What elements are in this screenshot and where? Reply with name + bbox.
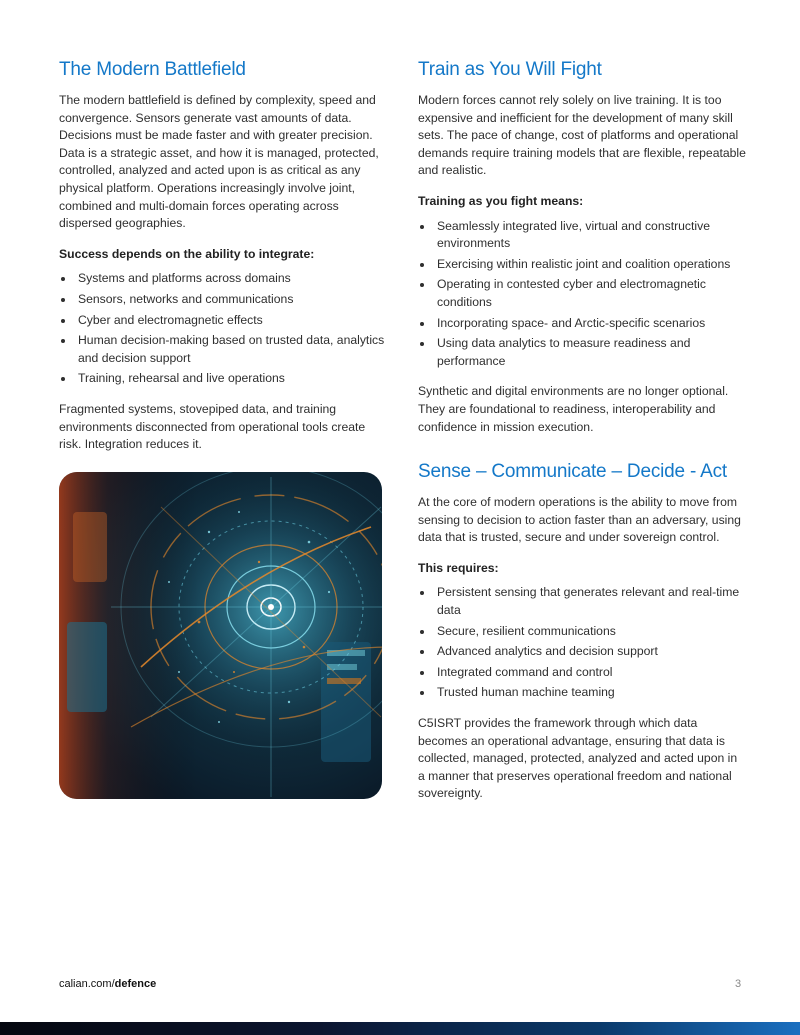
train-heading: Train as You Will Fight (418, 59, 602, 80)
footer-website-link[interactable] (59, 978, 156, 990)
list-item: Integrated command and control (418, 664, 746, 682)
list-item: Sensors, networks and communications (59, 291, 387, 309)
list-item: Persistent sensing that generates relevant and real-time data (418, 584, 746, 619)
list-item: Training, rehearsal and live operations (59, 370, 387, 388)
integrate-subhead: Success depends on the ability to integrate: (59, 246, 315, 261)
train-intro: Modern forces cannot rely solely on live training. It is too expensive and inefficient for the development of many skill sets. The pace of change, cost of platforms and operational demands require training models that are flexible, repeatable and realistic. (418, 93, 746, 178)
integrate-list (59, 270, 387, 388)
list-item: Cyber and electromagnetic effects (59, 312, 387, 330)
modern-battlefield-closing: Fragmented systems, stovepiped data, and training environments disconnected from operational tools create risk. Integration reduces it. (59, 401, 366, 452)
footer-url-prefix: calian.com/ (59, 978, 115, 990)
list-item: Systems and platforms across domains (59, 270, 387, 288)
list-item: Human decision-making based on trusted data, analytics and decision support (59, 332, 387, 367)
right-column (418, 58, 746, 803)
list-item: Seamlessly integrated live, virtual and constructive environments (418, 218, 746, 253)
sense-heading: Sense – Communicate – Decide - Act (418, 461, 727, 483)
list-item: Incorporating space- and Arctic-specific scenarios (418, 315, 746, 333)
footer-url-bold: defence (114, 978, 157, 990)
list-item: Advanced analytics and decision support (418, 643, 746, 661)
radar-display-image (59, 472, 382, 799)
list-item: Using data analytics to measure readiness and performance (418, 335, 746, 370)
radar-illustration (59, 472, 382, 799)
sense-closing: C5ISRT provides the framework through which data becomes an operational advantage, ensuring that data is collected, managed, protected, analyzed and acted upon in a manner that preserves operational freedom and national sovereignty. (418, 716, 738, 801)
train-list (418, 218, 746, 371)
train-subhead: Training as you fight means: (418, 193, 584, 208)
sense-subhead: This requires: (418, 560, 499, 575)
list-item: Secure, resilient communications (418, 623, 746, 641)
train-closing: Synthetic and digital environments are no longer optional. They are foundational to readiness, interoperability and confidence in mission execution. (418, 384, 729, 434)
sense-list (418, 584, 746, 702)
list-item: Trusted human machine teaming (418, 684, 746, 702)
sense-section (418, 460, 746, 803)
list-item: Exercising within realistic joint and coalition operations (418, 256, 746, 274)
sense-intro: At the core of modern operations is the ability to move from sensing to decision to action faster than an adversary, using data that is trusted, secure and under sovereign control. (418, 495, 741, 545)
modern-battlefield-heading: The Modern Battlefield (59, 59, 246, 80)
left-column (59, 58, 387, 454)
list-item: Operating in contested cyber and electromagnetic conditions (418, 276, 746, 311)
footer-gradient-bar (0, 1022, 800, 1035)
page-number: 3 (735, 978, 742, 990)
modern-battlefield-intro: The modern battlefield is defined by complexity, speed and convergence. Sensors generate vast amounts of data. Decisions must be made faster and with greater precision. Data is a strategic asset, and how it is managed, protected, controlled, analyzed and acted upon is as critical as any physical platform. Operations increasingly involve joint, combined and multi-domain forces operating across dispersed geographies. (59, 93, 379, 231)
